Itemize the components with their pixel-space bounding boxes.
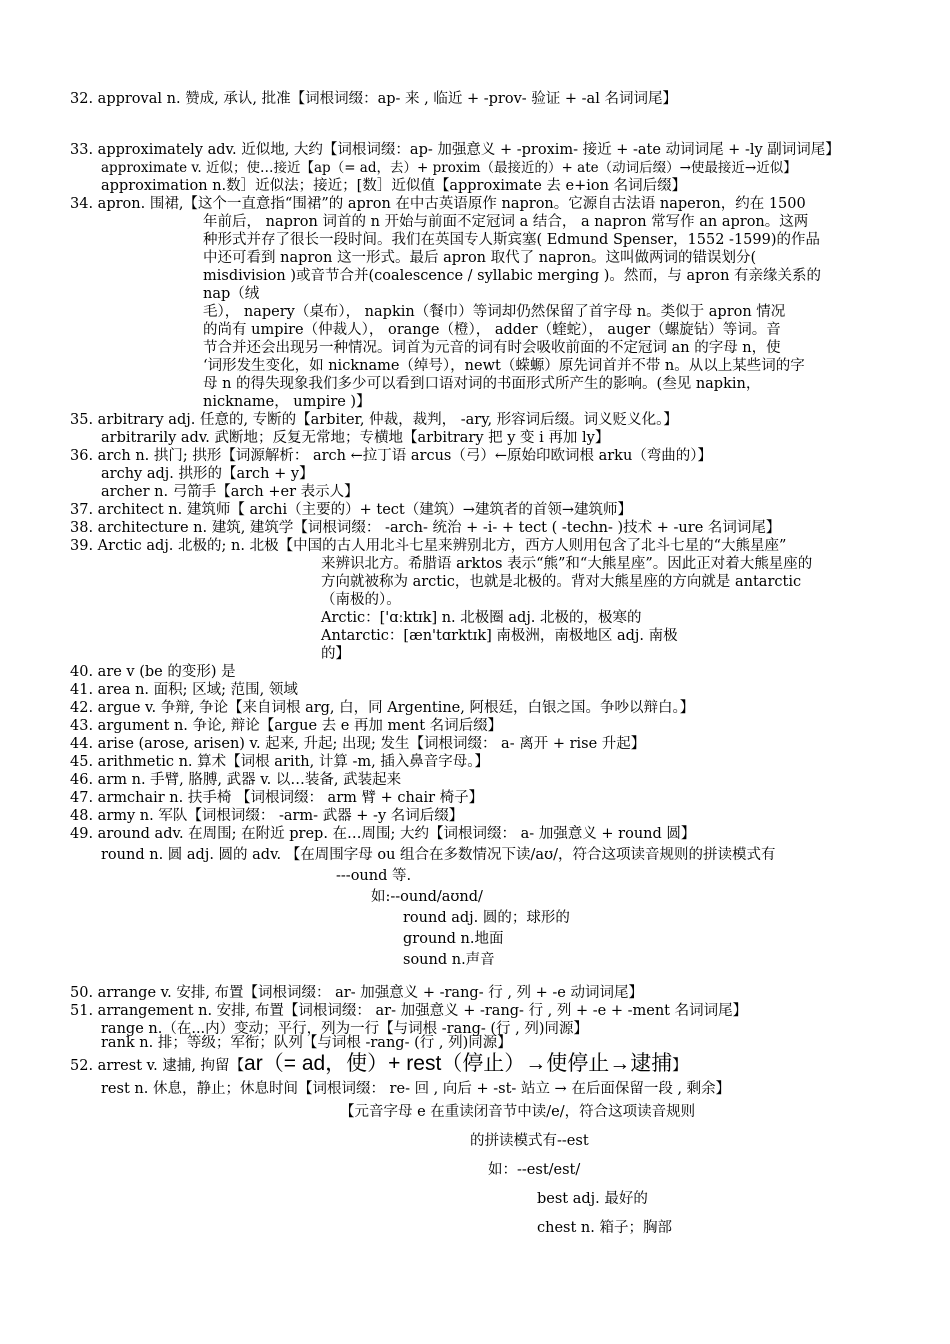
entry-34: 34. apron. 围裙,【这个一直意指“围裙”的 apron 在中古英语原作 napron。它源自古法语 naperon，约在 1500 (70, 196, 806, 212)
entry-52-rest: rest n. 休息，静止；休息时间【词根词缀： re- 回 , 向后 + -st- 站立 → 在后面保留一段 , 剩余】 (101, 1081, 731, 1097)
entry-49-example: ground n.地面 (403, 931, 504, 947)
entry-39-line: （南极的）。 (321, 592, 401, 608)
entry-52-example: chest n. 箱子；胸部 (537, 1220, 672, 1236)
entry-49-round: round n. 圆 adj. 圆的 adv. 【在周围字母 ou 组合在多数情况下读/aʊ/，符合这项读音规则的拼读模式有 (101, 847, 776, 863)
entry-52-pattern: 的拼读模式有--est (470, 1133, 589, 1149)
entry-52-suffix: 】 (672, 1058, 687, 1074)
entry-51-range: range n.（在...内）变动；平行，列为一行【与词根 -rang- (行 , 列)同源】 (101, 1021, 589, 1037)
entry-41: 41. area n. 面积; 区域; 范围, 领域 (70, 682, 298, 698)
entry-34-line: 年前后， napron 词首的 n 开始与前面不定冠词 a 结合， a napron 常写作 an apron。这两 (203, 214, 809, 230)
entry-34-line: 母 n 的得失现象我们多少可以看到口语对词的书面形式所产生的影响。(叁见 napkin， (203, 376, 761, 392)
entry-39: 39. Arctic adj. 北极的; n. 北极【中国的古人用北斗七星来辨别北方，西方人则用包含了北斗七星的“大熊星座” (70, 538, 787, 554)
entry-39-line: 方向就被称为 arctic，也就是北极的。背对大熊星座的方向就是 antarctic (321, 574, 802, 590)
entry-34-line: 节合并还会出现另一种情况。词首为元音的词有时会吸收前面的不定冠词 an 的字母 n，使 (203, 340, 781, 356)
entry-39-line: 的】 (321, 646, 350, 662)
entry-48: 48. army n. 军队【词根词缀： -arm- 武器 + -y 名词后缀】 (70, 808, 464, 824)
entry-39-line: 来辨识北方。希腊语 arktos 表示“熊”和“大熊星座”。因此正对着大熊星座的 (321, 556, 813, 572)
entry-49: 49. around adv. 在周围; 在附近 prep. 在…周围; 大约【词根词缀： a- 加强意义 + round 圆】 (70, 826, 696, 842)
entry-33-approximation: approximation n.数］近似法；接近；[数］近似值【approximate 去 e+ion 名词后缀】 (101, 178, 687, 194)
entry-34-line: 种形式并存了很长一段时间。我们在英国专人斯宾塞( Edmund Spenser，1552 -1599)的作品 (203, 232, 821, 248)
entry-52 (70, 1052, 687, 1078)
entry-52-etymology: ar（= ad，使）+ rest（停止）→使停止→逮捕 (244, 1052, 673, 1075)
entry-50: 50. arrange v. 安排, 布置【词根词缀： ar- 加强意义 + -rang- 行 , 列 + -e 动词词尾】 (70, 985, 643, 1001)
entry-35: 35. arbitrary adj. 任意的, 专断的【arbiter, 仲裁，裁判， -ary, 形容词后缀。词义贬义化。】 (70, 412, 678, 428)
entry-36-archy: archy adj. 拱形的【arch + y】 (101, 466, 314, 482)
entry-44: 44. arise (arose, arisen) v. 起来, 升起; 出现; 发生【词根词缀： a- 离开 + rise 升起】 (70, 736, 646, 752)
entry-46: 46. arm n. 手臂, 胳膊, 武器 v. 以…装备, 武装起来 (70, 772, 402, 788)
entry-49-example-head: 如:--ound/aʊnd/ (371, 889, 483, 905)
entry-45: 45. arithmetic n. 算术【词根 arith, 计算 -m, 插入鼻音字母。】 (70, 754, 490, 770)
entry-52-prefix: 52. arrest v. 逮捕, 拘留【 (70, 1058, 245, 1074)
entry-49-example: round adj. 圆的；球形的 (403, 910, 570, 926)
entry-36: 36. arch n. 拱门; 拱形【词源解析： arch ←拉丁语 arcus（弓）←原始印欧词根 arku（弯曲的）】 (70, 448, 713, 464)
entry-32: 32. approval n. 赞成, 承认, 批准【词根词缀：ap- 来 , 临近 + -prov- 验证 + -al 名词词尾】 (70, 91, 677, 107)
entry-37: 37. architect n. 建筑师【 archi（主要的）+ tect（建筑）→建筑者的首领→建筑师】 (70, 502, 633, 518)
entry-52-example-head: 如：--est/est/ (488, 1162, 581, 1178)
entry-36-archer: archer n. 弓箭手【arch +er 表示人】 (101, 484, 359, 500)
entry-52-rule: 【元音字母 e 在重读闭音节中读/e/，符合这项读音规则 (340, 1104, 696, 1120)
entry-34-line: nap（绒 (203, 286, 260, 302)
entry-38: 38. architecture n. 建筑, 建筑学【词根词缀： -arch- 统治 + -i- + tect ( -techn- )技术 + -ure 名词词尾】 (70, 520, 781, 536)
entry-51: 51. arrangement n. 安排, 布置【词根词缀： ar- 加强意义 + -rang- 行 , 列 + -e + -ment 名词词尾】 (70, 1003, 748, 1019)
entry-49-example: sound n.声音 (403, 952, 495, 968)
entry-33-approximate: approximate v. 近似；使…接近【ap（= ad，去）+ proxim（最接近的）+ ate（动词后缀）→使最接近→近似】 (101, 160, 797, 176)
entry-49-pattern: ---ound 等. (336, 868, 412, 884)
entry-43: 43. argument n. 争论, 辩论【argue 去 e 再加 ment 名词后缀】 (70, 718, 503, 734)
entry-39-line: Antarctic：[æn'tɑrktɪk] 南极洲，南极地区 adj. 南极 (321, 628, 678, 644)
entry-34-line: 毛）， napery（桌布）， napkin（餐巾）等词却仍然保留了首字母 n。类似于 apron 情况 (203, 304, 786, 320)
entry-39-line: Arctic：['ɑːktɪk] n. 北极圈 adj. 北极的，极寒的 (321, 610, 642, 626)
entry-51-rank: rank n. 排；等级；军衔；队列【与词根 -rang- (行 , 列)同源】 (101, 1035, 512, 1051)
entry-40: 40. are v (be 的变形) 是 (70, 664, 236, 680)
entry-34-line: ‘词形发生变化，如 nickname（绰号），newt（蝾螈）原先词首并不带 n。从以上某些词的字 (203, 358, 805, 374)
entry-47: 47. armchair n. 扶手椅 【词根词缀： arm 臂 + chair 椅子】 (70, 790, 484, 806)
entry-42: 42. argue v. 争辩, 争论【来自词根 arg, 白，同 Argentine, 阿根廷，白银之国。争吵以辩白。】 (70, 700, 695, 716)
entry-34-line: nickname， umpire )】 (203, 394, 371, 410)
entry-33: 33. approximately adv. 近似地, 大约【词根词缀：ap- 加强意义 + -proxim- 接近 + -ate 动词词尾 + -ly 副词词尾】 (70, 142, 840, 158)
entry-34-line: 中还可看到 napron 这一形式。最后 apron 取代了 napron。这叫做两词的错误划分( (203, 250, 757, 266)
entry-34-line: 的尚有 umpire（仲裁人）， orange（橙）， adder（蝰蛇）， auger（螺旋钻）等词。音 (203, 322, 781, 338)
entry-35-arbitrarily: arbitrarily adv. 武断地；反复无常地；专横地【arbitrary 把 y 变 i 再加 ly】 (101, 430, 610, 446)
entry-34-line: misdivision )或音节合并(coalescence / syllabic merging )。然而，与 apron 有亲缘关系的 (203, 268, 822, 284)
entry-52-example: best adj. 最好的 (537, 1191, 648, 1207)
